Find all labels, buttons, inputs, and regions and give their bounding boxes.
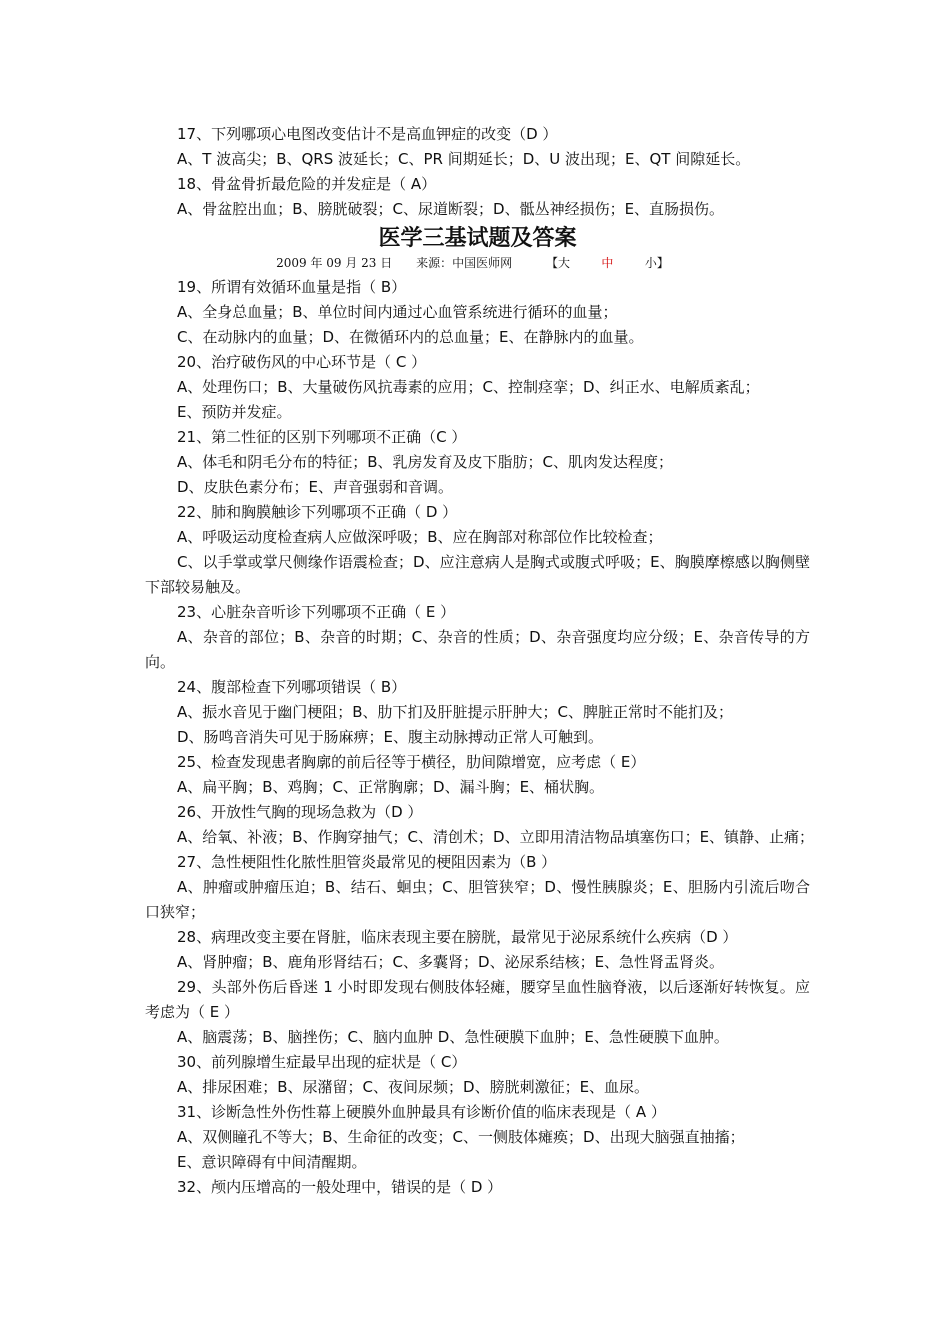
options-paragraph: A、肿瘤或肿瘤压迫；B、结石、蛔虫；C、胆管狭窄；D、慢性胰腺炎；E、胆肠内引流后吻合口狭窄；: [145, 878, 810, 921]
question-line: 19、所谓有效循环血量是指（ B）: [177, 278, 407, 296]
options-paragraph: A、杂音的部位；B、杂音的时期；C、杂音的性质；D、杂音强度均应分级；E、杂音传导的方向。: [145, 628, 810, 671]
options-line: A、骨盆腔出血；B、膀胱破裂；C、尿道断裂；D、骶丛神经损伤；E、直肠损伤。: [177, 200, 725, 218]
options-line: D、肠鸣音消失可见于肠麻痹；E、腹主动脉搏动正常人可触到。: [177, 728, 604, 746]
options-line: A、体毛和阴毛分布的特征；B、乳房发育及皮下脂肪；C、肌肉发达程度；: [177, 453, 674, 471]
question-line: 32、颅内压增高的一般处理中，错误的是（ D ）: [177, 1178, 503, 1196]
question-line: 21、第二性征的区别下列哪项不正确（C ）: [177, 428, 467, 446]
options-line: A、给氧、补液；B、作胸穿抽气；C、清创术；D、立即用清洁物品填塞伤口；E、镇静、止痛；: [177, 828, 815, 846]
question-line: 27、急性梗阻性化脓性胆管炎最常见的梗阻因素为（B ）: [177, 853, 557, 871]
article-source: 来源：中国医师网: [416, 256, 513, 270]
question-line: 28、病理改变主要在肾脏，临床表现主要在膀胱，最常见于泌尿系统什么疾病（D ）: [177, 928, 738, 946]
document-content: [145, 122, 815, 1200]
font-size-switcher: [536, 256, 679, 270]
options-line: A、肾肿瘤；B、鹿角形肾结石；C、多囊肾；D、泌尿系结核；E、急性肾盂肾炎。: [177, 953, 725, 971]
options-line: A、全身总血量；B、单位时间内通过心血管系统进行循环的血量；: [177, 303, 618, 321]
options-line: E、预防并发症。: [177, 403, 292, 421]
options-line: A、处理伤口；B、大量破伤风抗毒素的应用；C、控制痉挛；D、纠正水、电解质紊乱；: [177, 378, 760, 396]
options-line: A、脑震荡；B、脑挫伤；C、脑内血肿 D、急性硬膜下血肿；E、急性硬膜下血肿。: [177, 1028, 729, 1046]
options-line: A、振水音见于幽门梗阻；B、肋下扪及肝脏提示肝肿大；C、脾脏正常时不能扪及；: [177, 703, 734, 721]
question-line: 22、肺和胸膜触诊下列哪项不正确（ D ）: [177, 503, 458, 521]
question-line: 26、开放性气胸的现场急救为（D ）: [177, 803, 423, 821]
font-size-medium-link[interactable]: 中: [601, 256, 614, 270]
question-line: 20、治疗破伤风的中心环节是（ C ）: [177, 353, 427, 371]
article-title: 医学三基试题及答案: [378, 225, 577, 251]
options-line: A、排尿困难；B、尿潴留；C、夜间尿频；D、膀胱刺激征；E、血尿。: [177, 1078, 650, 1096]
question-line: 18、骨盆骨折最危险的并发症是（ A）: [177, 175, 437, 193]
options-paragraph: C、以手掌或掌尺侧缘作语震检查；D、应注意病人是胸式或腹式呼吸；E、胸膜摩檫感以胸侧壁下部较易触及。: [145, 553, 810, 596]
options-line: A、扁平胸；B、鸡胸；C、正常胸廓；D、漏斗胸；E、桶状胸。: [177, 778, 605, 796]
options-line: A、T 波高尖；B、QRS 波延长；C、PR 间期延长；D、U 波出现；E、QT 间隙延长。: [177, 150, 751, 168]
font-size-small-link[interactable]: 小】: [644, 256, 669, 270]
article-meta: [145, 253, 810, 273]
options-line: D、皮肤色素分布；E、声音强弱和音调。: [177, 478, 454, 496]
question-line: 17、下列哪项心电图改变估计不是高血钾症的改变（D ）: [177, 125, 558, 143]
options-line: A、双侧瞳孔不等大；B、生命征的改变；C、一侧肢体瘫痪；D、出现大脑强直抽搐；: [177, 1128, 745, 1146]
options-line: C、在动脉内的血量；D、在微循环内的总血量；E、在静脉内的血量。: [177, 328, 644, 346]
question-paragraph: 29、头部外伤后昏迷 1 小时即发现右侧肢体轻瘫，腰穿呈血性脑脊液，以后逐渐好转恢复。应考虑为（ E ）: [145, 978, 810, 1021]
question-line: 30、前列腺增生症最早出现的症状是（ C）: [177, 1053, 467, 1071]
question-line: 24、腹部检查下列哪项错误（ B）: [177, 678, 407, 696]
question-line: 23、心脏杂音听诊下列哪项不正确（ E ）: [177, 603, 456, 621]
question-17-block: [145, 122, 810, 172]
question-18-block: [145, 172, 810, 222]
question-line: 25、检查发现患者胸廓的前后径等于横径，肋间隙增宽，应考虑（ E）: [177, 753, 646, 771]
font-size-large-link[interactable]: 【大: [545, 256, 570, 270]
article-date: 2009 年 09 月 23 日: [276, 256, 393, 270]
options-line: E、意识障碍有中间清醒期。: [177, 1153, 367, 1171]
options-line: A、呼吸运动度检查病人应做深呼吸；B、应在胸部对称部位作比较检查；: [177, 528, 663, 546]
question-line: 31、诊断急性外伤性幕上硬膜外血肿最具有诊断价值的临床表现是（ A ）: [177, 1103, 666, 1121]
